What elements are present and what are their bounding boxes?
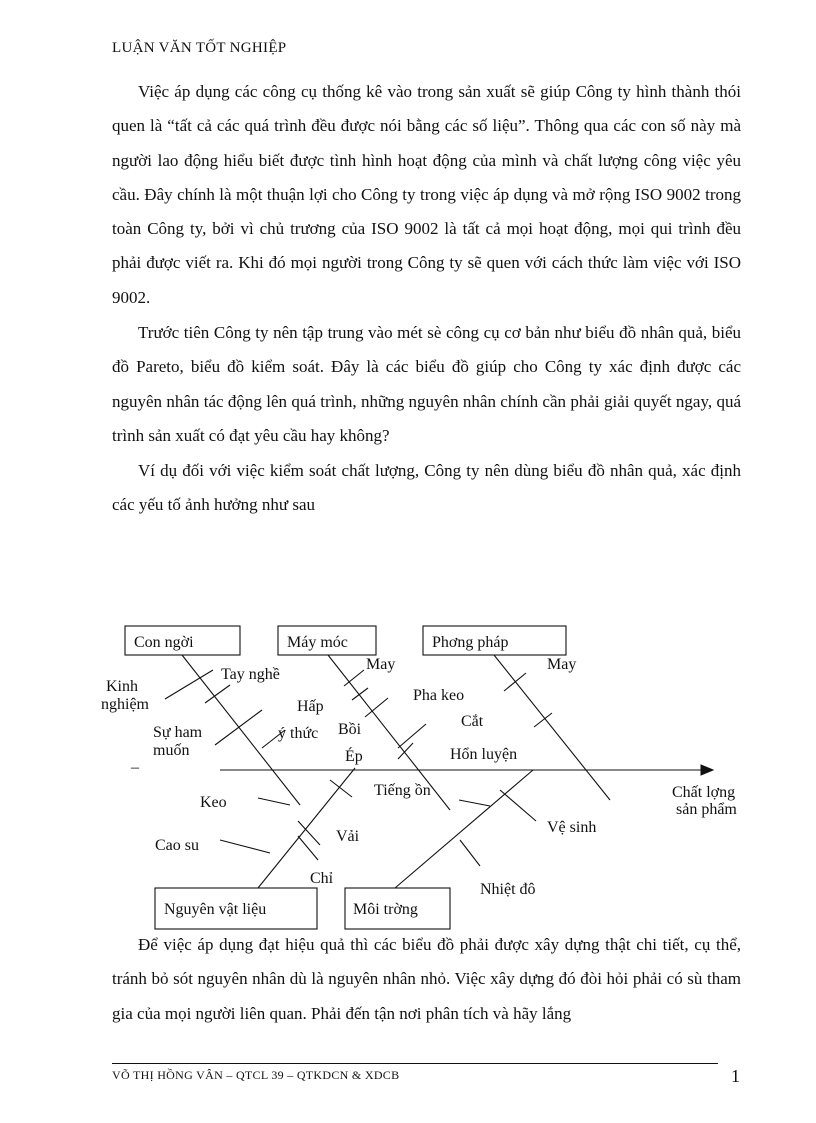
paragraph: Trước tiên Công ty nên tập trung vào mét sè công cụ cơ bản như biểu đồ nhân quả, biểu đồ Pareto, biểu đồ kiểm soát. Đây là các biểu đồ giúp cho Công ty xác định được các nguyên nhân tác động lên quá trình, những nguyên nhân chính cần phải giải quyết ngay, quá trình sản xuất có đạt yêu cầu hay không? <box>112 323 741 445</box>
cause-cat: Cắt <box>461 713 484 730</box>
cause-nhiet-do: Nhiệt đô <box>480 881 536 898</box>
cause-chi: Chỉ <box>310 870 334 887</box>
branch-boi <box>365 698 388 717</box>
cause-tay-nghe: Tay nghề <box>221 666 280 683</box>
cause-cao-su: Cao su <box>155 837 199 854</box>
cause-may-1: May <box>366 656 396 673</box>
effect-line1: Chất lợng <box>672 784 736 801</box>
cause-nghiem: nghiệm <box>101 696 149 713</box>
spine-arrowhead <box>701 765 713 775</box>
effect-line2: sản phẩm <box>676 801 737 818</box>
cause-y-thuc: ý thức <box>278 725 319 742</box>
branch-hap <box>352 688 368 700</box>
category-people: Con ngời <box>134 634 194 651</box>
branch-nhiet-do <box>460 840 480 866</box>
paragraph: Ví dụ đối với việc kiểm soát chất lượng, Công ty nên dùng biểu đồ nhân quả, xác định các yếu tố ảnh hưởng như sau <box>112 461 741 515</box>
cause-may-2: May <box>547 656 577 673</box>
running-header: LUẬN VĂN TỐT NGHIỆP <box>112 40 287 56</box>
branch-su-ham-muon <box>215 710 262 745</box>
cause-pha-keo: Pha keo <box>413 687 465 704</box>
paragraph: Việc áp dụng các công cụ thống kê vào trong sản xuất sẽ giúp Công ty hình thành thói quen là “tất cả các quá trình đều được nói bằng các số liệu”. Thông qua các con số này mà người lao động hiểu biết được tình hình hoạt động của mình và chất lượng công việc yêu cầu. Đây chính là một thuận lợi cho Công ty trong việc áp dụng và mở rộng ISO 9002 trong toàn Công ty, bởi vì chủ trương của ISO 9002 là tất cả mọi hoạt động, mọi qui trình đều phải được viết ra. Khi đó mọi người trong Công ty sẽ quen với cách thức làm việc với ISO 9002. <box>112 82 741 307</box>
cause-effect-diagram <box>0 600 816 940</box>
footer-text: VÕ THỊ HỒNG VÂN – QTCL 39 – QTKDCN & XDCB <box>112 1068 400 1082</box>
branch-keo <box>258 798 290 805</box>
branch-ve-sinh <box>500 790 536 821</box>
cause-hon-luyen: Hổn luyện <box>450 746 518 763</box>
branch-tieng-on-env <box>459 800 490 806</box>
cause-kinh: Kinh <box>106 678 138 695</box>
category-machine: Máy móc <box>287 634 348 651</box>
cause-boi: Bồi <box>338 721 362 738</box>
footer-rule <box>112 1063 718 1064</box>
cause-ep: Ép <box>345 748 363 765</box>
category-material: Nguyên vật liệu <box>164 901 267 918</box>
paragraph: Để việc áp dụng đạt hiệu quả thì các biểu đồ phải được xây dựng thật chi tiết, cụ thể, tránh bỏ sót nguyên nhân dù là nguyên nhân nhỏ. Việc xây dựng đó đòi hỏi phải có sù tham gia của mọi người liên quan. Phải đến tận nơi phân tích và hãy lắng <box>112 935 741 1023</box>
cause-dash: – <box>131 759 139 776</box>
branch-may-1 <box>344 670 364 686</box>
cause-ve-sinh: Vệ sinh <box>547 819 597 836</box>
bone-method <box>494 655 610 800</box>
branch-cao-su <box>220 840 270 853</box>
category-method: Phơng pháp <box>432 634 509 651</box>
cause-muon: muốn <box>153 742 190 759</box>
branch-may-2 <box>504 673 526 691</box>
cause-vai: Vải <box>336 828 360 845</box>
page-number: 1 <box>731 1066 740 1086</box>
category-environment: Môi trờng <box>353 901 418 918</box>
cause-su-ham: Sự ham <box>153 724 203 741</box>
cause-tieng-on: Tiếng ồn <box>374 782 431 799</box>
cause-hap: Hấp <box>297 698 324 715</box>
cause-keo: Keo <box>200 794 227 811</box>
